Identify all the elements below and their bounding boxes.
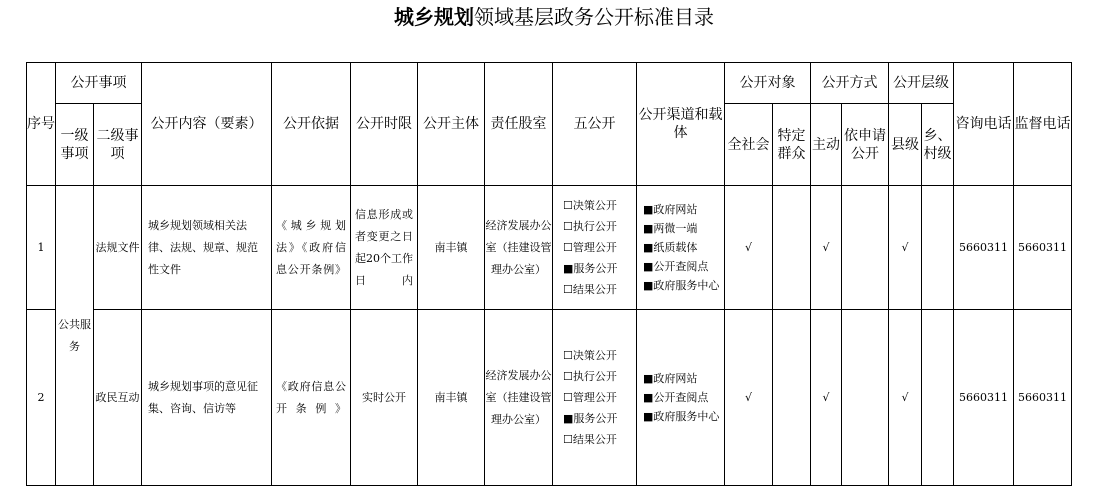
five-public-item	[553, 408, 636, 429]
row-mode-active: √	[811, 186, 842, 310]
header-dept: 责任股室	[485, 63, 553, 186]
filled-square-icon: ■	[563, 262, 574, 275]
header-subject: 公开主体	[418, 63, 485, 186]
channel-label: 两微一端	[653, 222, 698, 235]
row-consult-tel: 5660311	[954, 186, 1014, 310]
five-public-label: 管理公开	[572, 241, 617, 254]
channel-item	[637, 219, 724, 238]
five-public-item	[553, 258, 636, 279]
channel-label: 政府服务中心	[653, 279, 720, 292]
header-mode-active: 主动	[811, 104, 842, 186]
five-public-label: 结果公开	[572, 283, 617, 296]
table-row	[27, 310, 1072, 486]
row-supervise-tel: 5660311	[1014, 186, 1072, 310]
five-public-item	[553, 345, 636, 366]
channel-label: 纸质载体	[653, 241, 698, 254]
header-basis: 公开依据	[272, 63, 351, 186]
checkbox-icon: ☐	[563, 370, 573, 383]
five-public-item	[553, 387, 636, 408]
row-level2: 法规文件	[94, 186, 142, 310]
channel-item	[637, 257, 724, 276]
five-public-item	[553, 195, 636, 216]
five-public-label: 执行公开	[572, 220, 617, 233]
title-bold-part: 城乡规划	[394, 5, 474, 29]
header-level2: 二级事项	[94, 104, 142, 186]
header-time-limit: 公开时限	[351, 63, 418, 186]
table-row	[27, 186, 1072, 310]
header-target-specific: 特定群众	[773, 104, 811, 186]
checkbox-icon: ☐	[563, 220, 573, 233]
row-target-all: √	[725, 310, 773, 486]
row-level2: 政民互动	[94, 310, 142, 486]
filled-square-icon: ■	[643, 241, 654, 254]
checkbox-icon: ☐	[563, 391, 573, 404]
checkbox-icon: ☐	[563, 433, 573, 446]
row-time-limit: 实时公开	[351, 310, 418, 486]
five-public-label: 决策公开	[572, 199, 617, 212]
row-dept: 经济发展办公室（挂建设管理办公室）	[485, 186, 553, 310]
five-public-item	[553, 429, 636, 450]
header-public-items: 公开事项	[56, 63, 142, 104]
header-five-public: 五公开	[553, 63, 637, 186]
channel-item	[637, 276, 724, 295]
header-content: 公开内容（要素）	[142, 63, 272, 186]
row-consult-tel: 5660311	[954, 310, 1014, 486]
header-level: 公开层级	[889, 63, 954, 104]
row-mode-apply	[842, 310, 889, 486]
title-rest: 领域基层政务公开标准目录	[474, 5, 714, 29]
row-subject: 南丰镇	[418, 186, 485, 310]
row-content: 城乡规划领域相关法律、法规、规章、规范性文件	[142, 186, 272, 310]
channel-item	[637, 388, 724, 407]
five-public-label: 管理公开	[572, 391, 617, 404]
channel-label: 政府服务中心	[653, 410, 720, 423]
five-public-label: 服务公开	[573, 412, 618, 425]
header-consult-tel: 咨询电话	[954, 63, 1014, 186]
row-level1: 公共服务	[56, 186, 94, 486]
checkbox-icon: ☐	[563, 283, 573, 296]
header-level-town: 乡、村级	[922, 104, 954, 186]
checkbox-icon: ☐	[563, 199, 573, 212]
filled-square-icon: ■	[643, 222, 654, 235]
header-supervise-tel: 监督电话	[1014, 63, 1072, 186]
row-channels	[637, 186, 725, 310]
row-mode-apply	[842, 186, 889, 310]
header-target: 公开对象	[725, 63, 811, 104]
row-five-public	[553, 186, 637, 310]
row-target-specific	[773, 186, 811, 310]
channel-label: 政府网站	[653, 372, 698, 385]
filled-square-icon: ■	[563, 412, 574, 425]
five-public-item	[553, 216, 636, 237]
filled-square-icon: ■	[643, 410, 654, 423]
filled-square-icon: ■	[643, 260, 654, 273]
row-basis: 《政府信息公开条例》	[272, 310, 351, 486]
header-mode-apply: 依申请公开	[842, 104, 889, 186]
channel-item	[637, 200, 724, 219]
row-level-county: √	[889, 186, 922, 310]
header-level1: 一级事项	[56, 104, 94, 186]
row-level-town	[922, 186, 954, 310]
row-target-all: √	[725, 186, 773, 310]
header-mode: 公开方式	[811, 63, 889, 104]
channel-label: 政府网站	[653, 203, 698, 216]
filled-square-icon: ■	[643, 391, 654, 404]
channel-label: 公开查阅点	[653, 391, 709, 404]
channel-item	[637, 369, 724, 388]
header-channels: 公开渠道和载体	[637, 63, 725, 186]
checkbox-icon: ☐	[563, 349, 573, 362]
filled-square-icon: ■	[643, 279, 654, 292]
channel-item	[637, 238, 724, 257]
header-level-county: 县级	[889, 104, 922, 186]
row-basis: 《城乡规划法》《政府信息公开条例》	[272, 186, 351, 310]
header-target-all: 全社会	[725, 104, 773, 186]
filled-square-icon: ■	[643, 372, 654, 385]
row-level-county: √	[889, 310, 922, 486]
five-public-item	[553, 366, 636, 387]
five-public-label: 执行公开	[572, 370, 617, 383]
row-content: 城乡规划事项的意见征集、咨询、信访等	[142, 310, 272, 486]
channel-label: 公开查阅点	[653, 260, 709, 273]
five-public-item	[553, 237, 636, 258]
row-supervise-tel: 5660311	[1014, 310, 1072, 486]
five-public-label: 结果公开	[572, 433, 617, 446]
row-target-specific	[773, 310, 811, 486]
row-channels	[637, 310, 725, 486]
filled-square-icon: ■	[643, 203, 654, 216]
row-subject: 南丰镇	[418, 310, 485, 486]
row-seq: 2	[27, 310, 56, 486]
five-public-item	[553, 279, 636, 300]
document-title	[0, 4, 1108, 30]
row-mode-active: √	[811, 310, 842, 486]
five-public-label: 决策公开	[572, 349, 617, 362]
row-time-limit: 信息形成或者变更之日起20个工作日内	[351, 186, 418, 310]
row-level-town	[922, 310, 954, 486]
five-public-label: 服务公开	[573, 262, 618, 275]
row-dept: 经济发展办公室（挂建设管理办公室）	[485, 310, 553, 486]
header-seq: 序号	[27, 63, 56, 186]
row-seq: 1	[27, 186, 56, 310]
channel-item	[637, 407, 724, 426]
catalog-table	[26, 62, 1072, 486]
row-five-public	[553, 310, 637, 486]
checkbox-icon: ☐	[563, 241, 573, 254]
